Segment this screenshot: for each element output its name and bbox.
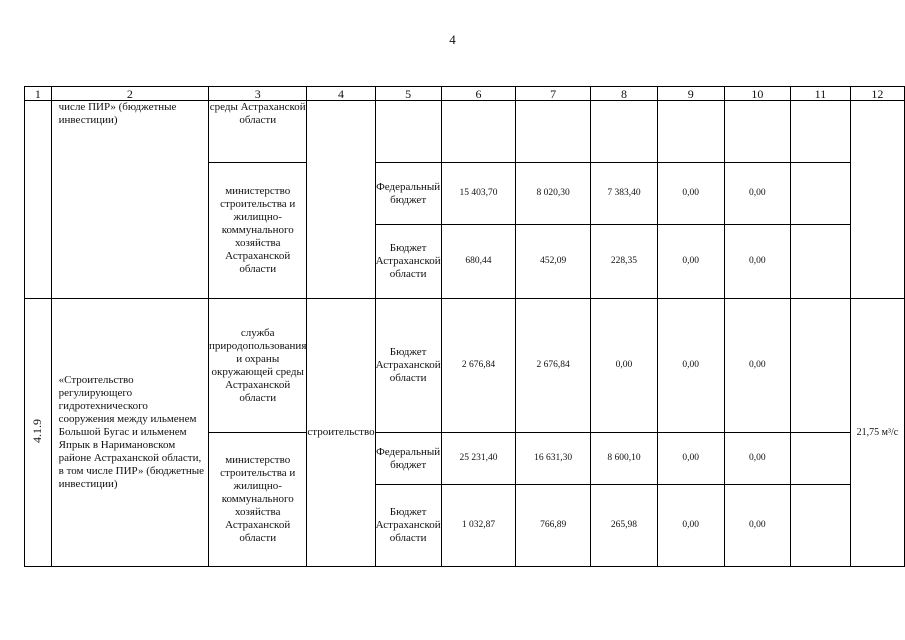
org-cell: министерство строительства и жилищно-коммунального хозяйства Астраханской области <box>209 163 307 299</box>
header-cell: 4 <box>307 87 375 101</box>
page-number: 4 <box>449 32 456 47</box>
budget-table <box>24 86 905 567</box>
value-cell: 766,89 <box>516 485 591 567</box>
value-cell <box>591 101 658 163</box>
org-cell: служба природопользования и охраны окружающей среды Астраханской области <box>209 299 307 433</box>
value-cell <box>441 101 516 163</box>
project-name-cell: числе ПИР» (бюджетные инвестиции) <box>51 101 208 299</box>
header-cell: 12 <box>850 87 904 101</box>
value-cell <box>791 299 851 433</box>
header-cell: 3 <box>209 87 307 101</box>
value-cell: 8 600,10 <box>591 433 658 485</box>
value-cell: 0,00 <box>724 485 791 567</box>
value-cell: 0,00 <box>724 225 791 299</box>
header-cell: 8 <box>591 87 658 101</box>
value-cell: 0,00 <box>657 225 724 299</box>
value-cell: 0,00 <box>657 299 724 433</box>
header-cell: 7 <box>516 87 591 101</box>
value-cell <box>791 225 851 299</box>
value-cell: 8 020,30 <box>516 163 591 225</box>
project-name-cell: «Строительство регулирующего гидротехнического сооружения между ильменем Большой Бугас и ильменем Япрык в Наримановском районе Астраханской области, в том числе ПИР» (бюджетные инвестиции) <box>51 299 208 567</box>
header-cell: 10 <box>724 87 791 101</box>
row-code: 4.1.9 <box>30 418 45 443</box>
source-cell: Бюджет Астраханской области <box>375 485 441 567</box>
header-cell: 11 <box>791 87 851 101</box>
value-cell <box>791 101 851 163</box>
source-cell <box>375 101 441 163</box>
org-cell: среды Астраханской области <box>209 101 307 163</box>
value-cell: 2 676,84 <box>441 299 516 433</box>
source-cell: Федеральный бюджет <box>375 433 441 485</box>
header-cell: 2 <box>51 87 208 101</box>
value-cell: 2 676,84 <box>516 299 591 433</box>
value-cell: 228,35 <box>591 225 658 299</box>
source-cell: Бюджет Астраханской области <box>375 225 441 299</box>
value-cell: 680,44 <box>441 225 516 299</box>
header-cell: 6 <box>441 87 516 101</box>
value-cell: 25 231,40 <box>441 433 516 485</box>
value-cell: 0,00 <box>724 433 791 485</box>
value-cell: 265,98 <box>591 485 658 567</box>
value-cell: 15 403,70 <box>441 163 516 225</box>
capacity-cell <box>850 101 904 299</box>
value-cell <box>791 485 851 567</box>
value-cell: 0,00 <box>724 299 791 433</box>
value-cell: 0,00 <box>657 433 724 485</box>
value-cell: 0,00 <box>591 299 658 433</box>
source-cell: Бюджет Астраханской области <box>375 299 441 433</box>
header-cell: 5 <box>375 87 441 101</box>
table-row <box>25 101 905 163</box>
value-cell <box>724 101 791 163</box>
value-cell: 16 631,30 <box>516 433 591 485</box>
value-cell: 7 383,40 <box>591 163 658 225</box>
value-cell: 0,00 <box>724 163 791 225</box>
header-cell: 1 <box>25 87 52 101</box>
value-cell <box>657 101 724 163</box>
org-cell: министерство строительства и жилищно-коммунального хозяйства Астраханской области <box>209 433 307 567</box>
value-cell: 452,09 <box>516 225 591 299</box>
value-cell <box>516 101 591 163</box>
value-cell <box>791 163 851 225</box>
table-row <box>25 299 905 433</box>
value-cell: 0,00 <box>657 485 724 567</box>
row-code-cell <box>25 299 52 567</box>
capacity-cell: 21,75 м³/с <box>850 299 904 567</box>
header-cell: 9 <box>657 87 724 101</box>
value-cell: 1 032,87 <box>441 485 516 567</box>
row-code-cell <box>25 101 52 299</box>
type-cell: строительство <box>307 299 375 567</box>
source-cell: Федеральный бюджет <box>375 163 441 225</box>
type-cell <box>307 101 375 299</box>
value-cell <box>791 433 851 485</box>
header-row <box>25 87 905 101</box>
value-cell: 0,00 <box>657 163 724 225</box>
